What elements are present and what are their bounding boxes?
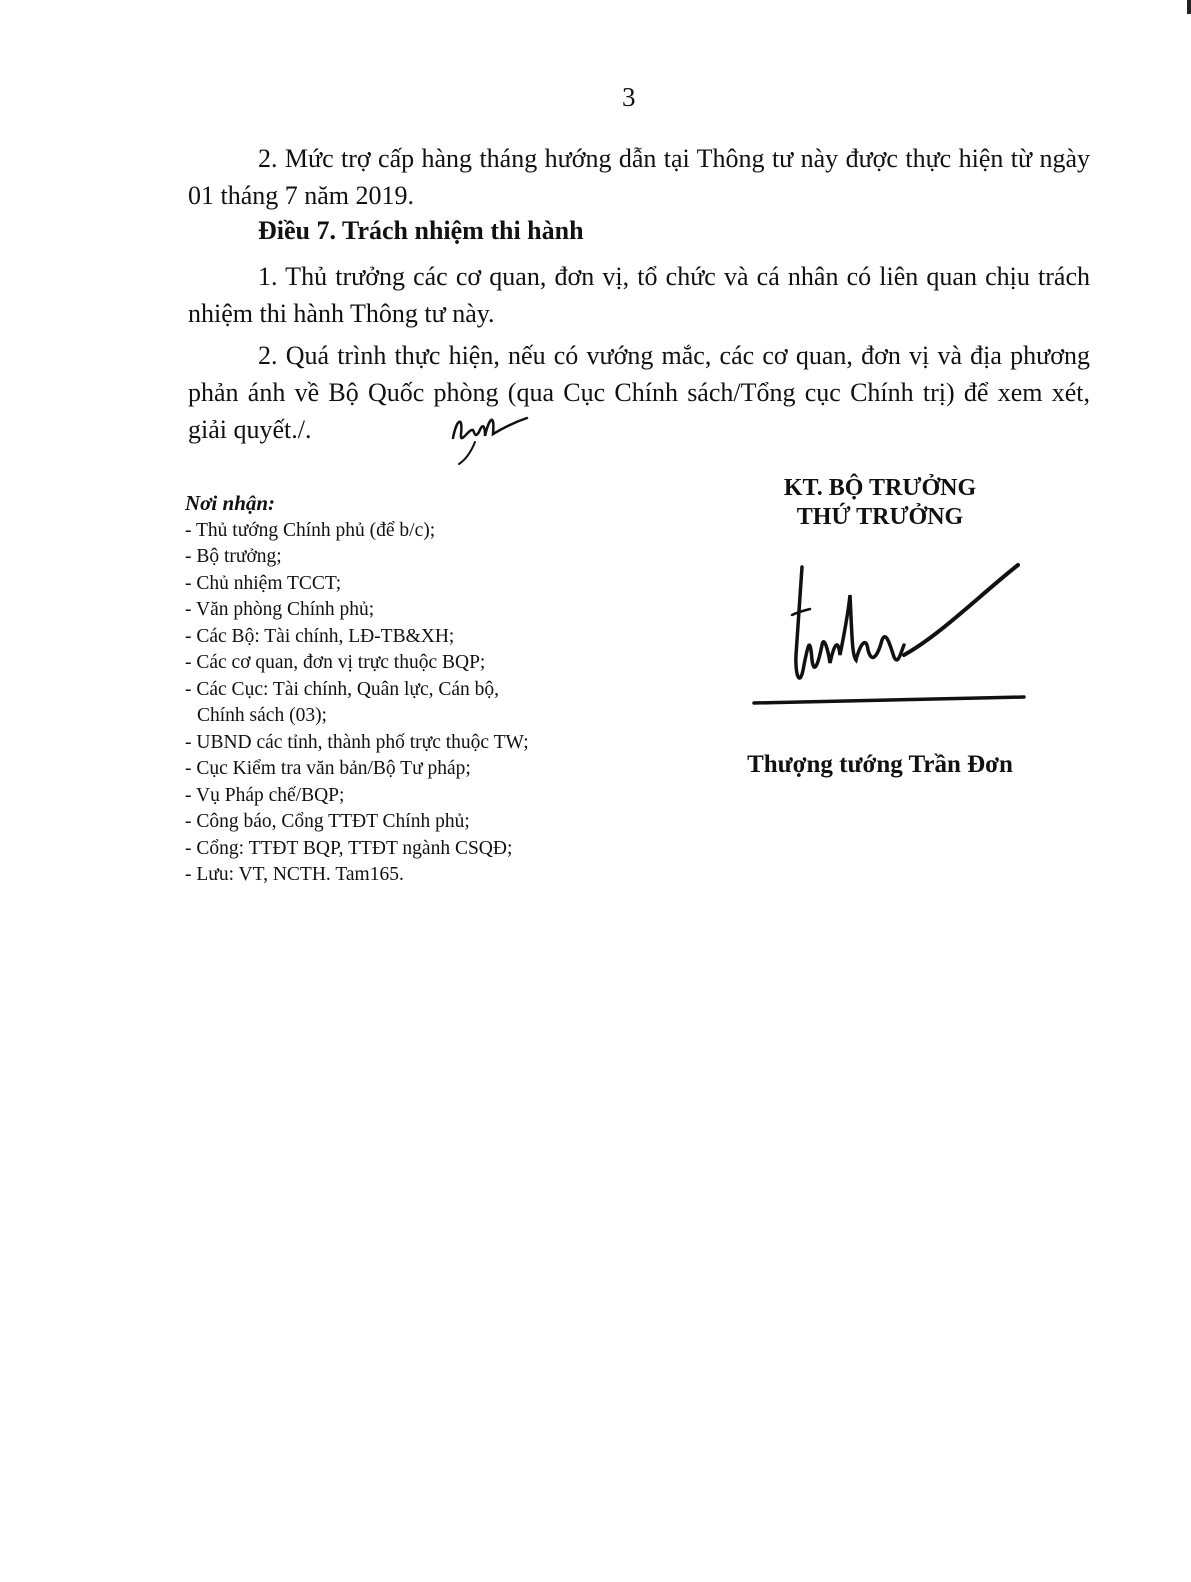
recipient-item: - Lưu: VT, NCTH. Tam165.	[185, 864, 404, 885]
recipient-item: - Văn phòng Chính phủ;	[185, 599, 375, 620]
recipient-item: - UBND các tỉnh, thành phố trực thuộc TW;	[185, 731, 529, 753]
paragraph-feedback: 2. Quá trình thực hiện, nếu có vướng mắc, các cơ quan, đơn vị và địa phương phản ánh về Bộ Quốc phòng (qua Cục Chính sách/Tổng cục Chính trị) để xem xét, giải quyết./.	[188, 341, 1090, 444]
recipient-item: - Chủ nhiệm TCCT;	[185, 572, 342, 594]
recipient-item: - Bộ trưởng;	[185, 546, 282, 567]
initials-signature	[445, 398, 530, 468]
recipient-item: - Các Bộ: Tài chính, LĐ-TB&XH;	[185, 625, 455, 647]
recipient-item: - Cổng: TTĐT BQP, TTĐT ngành CSQĐ;	[185, 837, 513, 859]
article-heading: Điều 7. Trách nhiệm thi hành	[258, 216, 584, 245]
recipient-item: - Các Cục: Tài chính, Quân lực, Cán bộ,	[185, 678, 500, 700]
recipient-item: - Vụ Pháp chế/BQP;	[185, 784, 345, 806]
recipient-item: - Công báo, Cổng TTĐT Chính phủ;	[185, 811, 470, 832]
recipient-item: - Thủ tướng Chính phủ (để b/c);	[185, 519, 436, 541]
recipients-title: Nơi nhận:	[185, 491, 276, 515]
recipient-item: - Các cơ quan, đơn vị trực thuộc BQP;	[185, 652, 486, 673]
signature-role-line1: KT. BỘ TRƯỞNG	[783, 475, 977, 501]
signature-role-line2: THỨ TRƯỞNG	[796, 504, 964, 530]
recipients-list	[185, 490, 529, 889]
scan-edge-mark	[1187, 0, 1191, 14]
signature-block	[700, 474, 1060, 532]
recipient-item: - Cục Kiểm tra văn bản/Bộ Tư pháp;	[185, 758, 471, 779]
signer-name: Thượng tướng Trần Đơn	[747, 751, 1013, 778]
handwritten-signature	[740, 545, 1050, 735]
paragraph-effective-date: 2. Mức trợ cấp hàng tháng hướng dẫn tại Thông tư này được thực hiện từ ngày 01 tháng 7 năm 2019.	[188, 144, 1090, 210]
page-number: 3	[622, 82, 636, 112]
recipient-item-continuation: Chính sách (03);	[197, 705, 327, 726]
paragraph-responsibility: 1. Thủ trưởng các cơ quan, đơn vị, tổ chức và cá nhân có liên quan chịu trách nhiệm thi hành Thông tư này.	[188, 262, 1090, 328]
